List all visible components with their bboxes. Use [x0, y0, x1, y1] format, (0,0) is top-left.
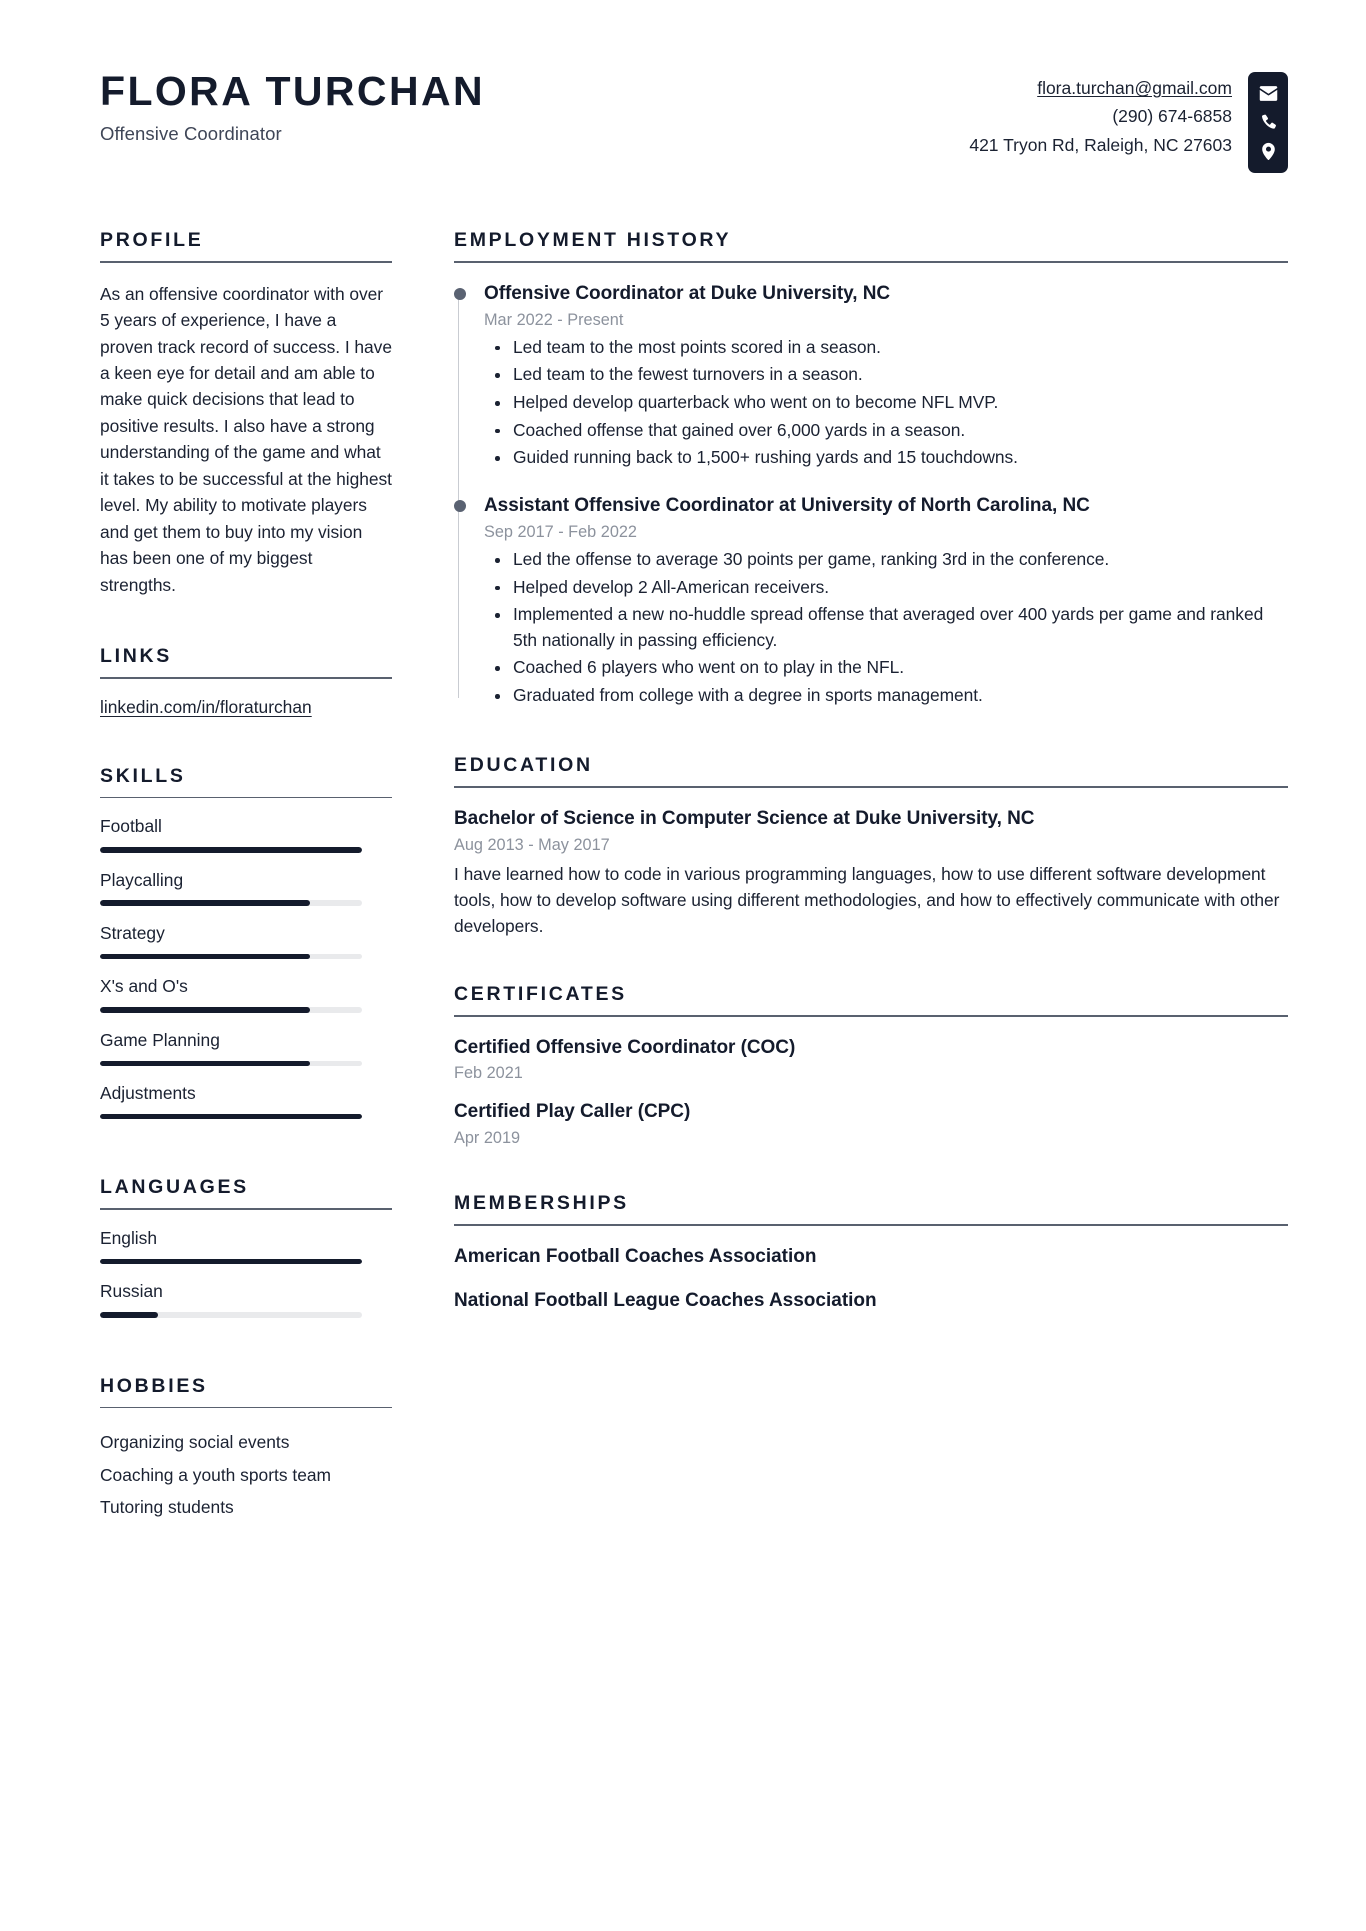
membership-item: National Football League Coaches Association [454, 1290, 877, 1312]
contact-address: 421 Tryon Rd, Raleigh, NC 27603 [969, 134, 1232, 155]
section-divider [100, 1407, 392, 1409]
spacer [100, 1335, 392, 1375]
spacer [100, 1136, 392, 1176]
skill-item [100, 1083, 392, 1119]
sidebar [100, 229, 392, 1523]
header-identity [100, 62, 485, 145]
section-divider [100, 797, 392, 799]
certificate-name: Certified Play Caller (CPC) [454, 1101, 691, 1123]
spacer [100, 718, 392, 765]
language-bar-track [100, 1312, 362, 1318]
education-date-range: Aug 2013 - May 2017 [454, 835, 610, 854]
page-title: FLORA TURCHAN [100, 68, 485, 114]
certificate-entry [454, 1099, 1288, 1148]
language-item [100, 1281, 392, 1317]
skill-bar-fill [100, 1061, 310, 1067]
job-bullet: Helped develop quarterback who went on to become NFL MVP. [484, 390, 1288, 416]
phone-icon [1258, 112, 1279, 133]
skill-bar-fill [100, 954, 310, 960]
job-date-range: Mar 2022 - Present [484, 310, 624, 329]
skill-bar-fill [100, 1114, 362, 1120]
section-title-skills: SKILLS [100, 764, 186, 787]
certificate-name: Certified Offensive Coordinator (COC) [454, 1036, 796, 1058]
contact-email[interactable]: flora.turchan@gmail.com [1037, 78, 1232, 98]
contact-icon-rail [1248, 72, 1288, 173]
contact-block [969, 62, 1288, 173]
skill-item [100, 816, 392, 852]
certificate-date: Apr 2019 [454, 1128, 521, 1147]
spacer [454, 710, 1288, 754]
section-certificates [454, 983, 1288, 1148]
spacer [100, 598, 392, 645]
section-hobbies [100, 1375, 392, 1523]
section-skills [100, 765, 392, 1120]
section-divider [100, 261, 392, 263]
spacer [454, 939, 1288, 983]
employment-entry [484, 493, 1288, 709]
language-bar-fill [100, 1259, 362, 1265]
section-divider [454, 261, 1288, 263]
section-title-memberships: MEMBERSHIPS [454, 1191, 629, 1214]
section-languages [100, 1176, 392, 1317]
membership-item: American Football Coaches Association [454, 1245, 817, 1267]
section-links [100, 645, 392, 718]
skill-label: X's and O's [100, 976, 188, 997]
job-bullet: Guided running back to 1,500+ rushing yards and 15 touchdowns. [484, 445, 1288, 471]
language-bar-fill [100, 1312, 158, 1318]
section-title-certificates: CERTIFICATES [454, 983, 627, 1006]
contact-phone: (290) 674-6858 [1112, 106, 1232, 127]
section-title-hobbies: HOBBIES [100, 1374, 208, 1397]
job-bullet: Implemented a new no-huddle spread offense that averaged over 400 yards per game and ranked 5th nationally in passing efficiency. [484, 602, 1288, 653]
skill-label: Game Planning [100, 1029, 220, 1050]
skill-item [100, 976, 392, 1012]
skill-bar-track [100, 847, 362, 853]
job-bullet: Coached offense that gained over 6,000 yards in a season. [484, 418, 1288, 444]
section-divider [100, 1208, 392, 1210]
skill-item [100, 870, 392, 906]
skill-label: Adjustments [100, 1083, 196, 1104]
certificate-date: Feb 2021 [454, 1064, 523, 1083]
contact-lines [969, 72, 1248, 159]
skill-label: Strategy [100, 922, 165, 943]
section-divider [454, 1224, 1288, 1226]
timeline-dot-icon [454, 500, 466, 512]
main-content [454, 229, 1288, 1314]
job-bullet-list [484, 335, 1288, 471]
section-education [454, 754, 1288, 939]
job-bullet: Led team to the fewest turnovers in a season. [484, 362, 1288, 388]
skill-bar-track [100, 1061, 362, 1067]
skill-bar-track [100, 1007, 362, 1013]
certificate-entry [454, 1035, 1288, 1084]
resume-body [0, 173, 1366, 1523]
employment-entry [484, 281, 1288, 471]
hobby-item: Coaching a youth sports team [100, 1464, 332, 1485]
education-entry [454, 806, 1288, 939]
job-date-range: Sep 2017 - Feb 2022 [484, 523, 637, 542]
hobby-item: Tutoring students [100, 1496, 234, 1517]
section-title-employment: EMPLOYMENT HISTORY [454, 229, 732, 251]
skill-label: Football [100, 816, 162, 837]
job-title-heading: Assistant Offensive Coordinator at University of North Carolina, NC [484, 494, 1090, 516]
section-profile [100, 229, 392, 598]
job-bullet: Helped develop 2 All-American receivers. [484, 575, 1288, 601]
skill-bar-fill [100, 847, 362, 853]
skill-bar-fill [100, 1007, 310, 1013]
timeline-dot-icon [454, 288, 466, 300]
job-bullet: Led the offense to average 30 points per game, ranking 3rd in the conference. [484, 547, 1288, 573]
section-title-profile: PROFILE [100, 229, 204, 251]
skill-bar-track [100, 900, 362, 906]
header-subtitle: Offensive Coordinator [100, 123, 282, 145]
job-title-heading: Offensive Coordinator at Duke University, NC [484, 282, 891, 304]
hobby-item: Organizing social events [100, 1432, 290, 1453]
language-bar-track [100, 1259, 362, 1265]
section-employment-history [454, 229, 1288, 708]
skill-label: Playcalling [100, 869, 184, 890]
job-bullet-list [484, 547, 1288, 708]
language-label: English [100, 1228, 158, 1249]
job-bullet: Led team to the most points scored in a season. [484, 335, 1288, 361]
language-item [100, 1228, 392, 1264]
skill-bar-track [100, 954, 362, 960]
job-bullet: Graduated from college with a degree in sports management. [484, 683, 1288, 709]
skill-item [100, 923, 392, 959]
skill-item [100, 1030, 392, 1066]
section-divider [454, 786, 1288, 788]
section-title-languages: LANGUAGES [100, 1176, 249, 1199]
envelope-icon [1258, 83, 1279, 104]
employment-timeline [454, 281, 1288, 709]
section-title-education: EDUCATION [454, 754, 593, 777]
section-memberships [454, 1192, 1288, 1314]
section-title-links: LINKS [100, 645, 172, 668]
education-description: I have learned how to code in various programming languages, how to use different software development tools, how to develop software using different methodologies, and how to effectively communicate with other developers. [454, 863, 1280, 936]
section-divider [100, 677, 392, 679]
spacer [454, 1148, 1288, 1192]
job-bullet: Coached 6 players who went on to play in the NFL. [484, 655, 1288, 681]
profile-summary-text: As an offensive coordinator with over 5 years of experience, I have a proven track record of success. I have a keen eye for detail and am able to make quick decisions that lead to positive results. I also have a strong understanding of the game and what it takes to be successful at the highest level. My ability to motivate players and get them to buy into my vision has been one of my biggest strengths. [100, 283, 392, 595]
language-label: Russian [100, 1281, 163, 1302]
skill-bar-fill [100, 900, 310, 906]
education-degree-heading: Bachelor of Science in Computer Science at Duke University, NC [454, 808, 1035, 830]
resume-header [0, 0, 1366, 173]
link-item[interactable]: linkedin.com/in/floraturchan [100, 696, 312, 717]
skill-bar-track [100, 1114, 362, 1120]
section-divider [454, 1015, 1288, 1017]
location-pin-icon [1258, 141, 1279, 162]
